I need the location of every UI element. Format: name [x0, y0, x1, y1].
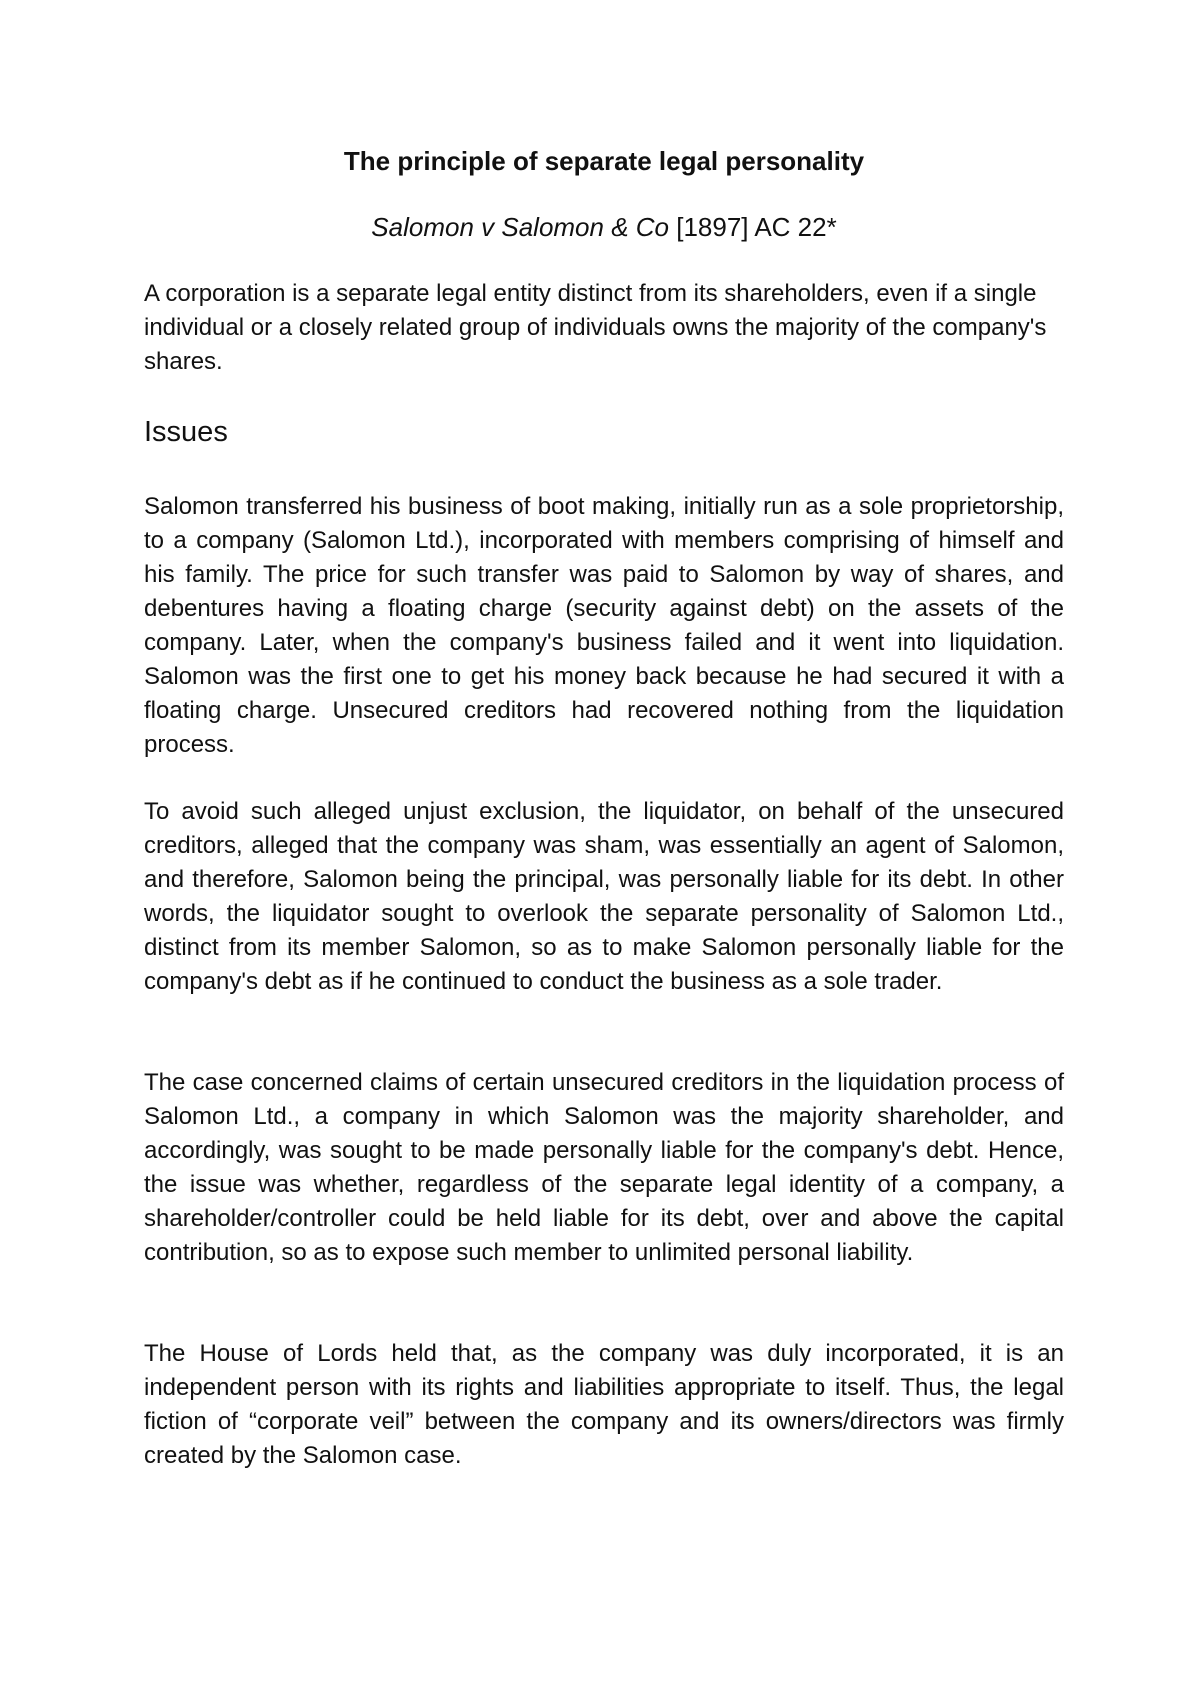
issues-heading: Issues — [144, 416, 228, 448]
document-page — [144, 0, 1064, 1696]
body-paragraph-issue: The case concerned claims of certain unsecured creditors in the liquidation process of Salomon Ltd., a company in which Salomon was the majority shareholder, and accordingly, was sought to be made personally liable for the company's debt. Hence, the issue was whether, regardless of the separate legal identity of a company, a shareholder/controller could be held liable for its debt, over and above the capital contribution, so as to expose such member to unlimited personal liability. — [144, 1069, 1064, 1266]
case-citation — [144, 212, 1064, 243]
document-title: The principle of separate legal personality — [343, 146, 865, 176]
case-name: Salomon v Salomon & Co — [371, 212, 670, 242]
body-paragraph-holding: The House of Lords held that, as the company was duly incorporated, it is an independent person with its rights and liabilities appropriate to itself. Thus, the legal fiction of “corporate veil” between the company and its owners/directors was firmly created by the Salomon case. — [144, 1340, 1064, 1469]
case-reference: [1897] AC 22* — [669, 212, 837, 242]
body-paragraph-liquidator-claim: To avoid such alleged unjust exclusion, the liquidator, on behalf of the unsecured creditors, alleged that the company was sham, was essentially an agent of Salomon, and therefore, Salomon being the principal, was personally liable for its debt. In other words, the liquidator sought to overlook the separate personality of Salomon Ltd., distinct from its member Salomon, so as to make Salomon personally liable for the company's debt as if he continued to conduct the business as a sole trader. — [144, 798, 1064, 995]
body-paragraph-facts: Salomon transferred his business of boot making, initially run as a sole proprietorship, to a company (Salomon Ltd.), incorporated with members comprising of himself and his family. The price for such transfer was paid to Salomon by way of shares, and debentures having a floating charge (security against debt) on the assets of the company. Later, when the company's business failed and it went into liquidation. Salomon was the first one to get his money back because he had secured it with a floating charge. Unsecured creditors had recovered nothing from the liquidation process. — [144, 493, 1064, 758]
summary-paragraph: A corporation is a separate legal entity distinct from its shareholders, even if a single individual or a closely related group of individuals owns the majority of the company's shares. — [144, 280, 1047, 375]
